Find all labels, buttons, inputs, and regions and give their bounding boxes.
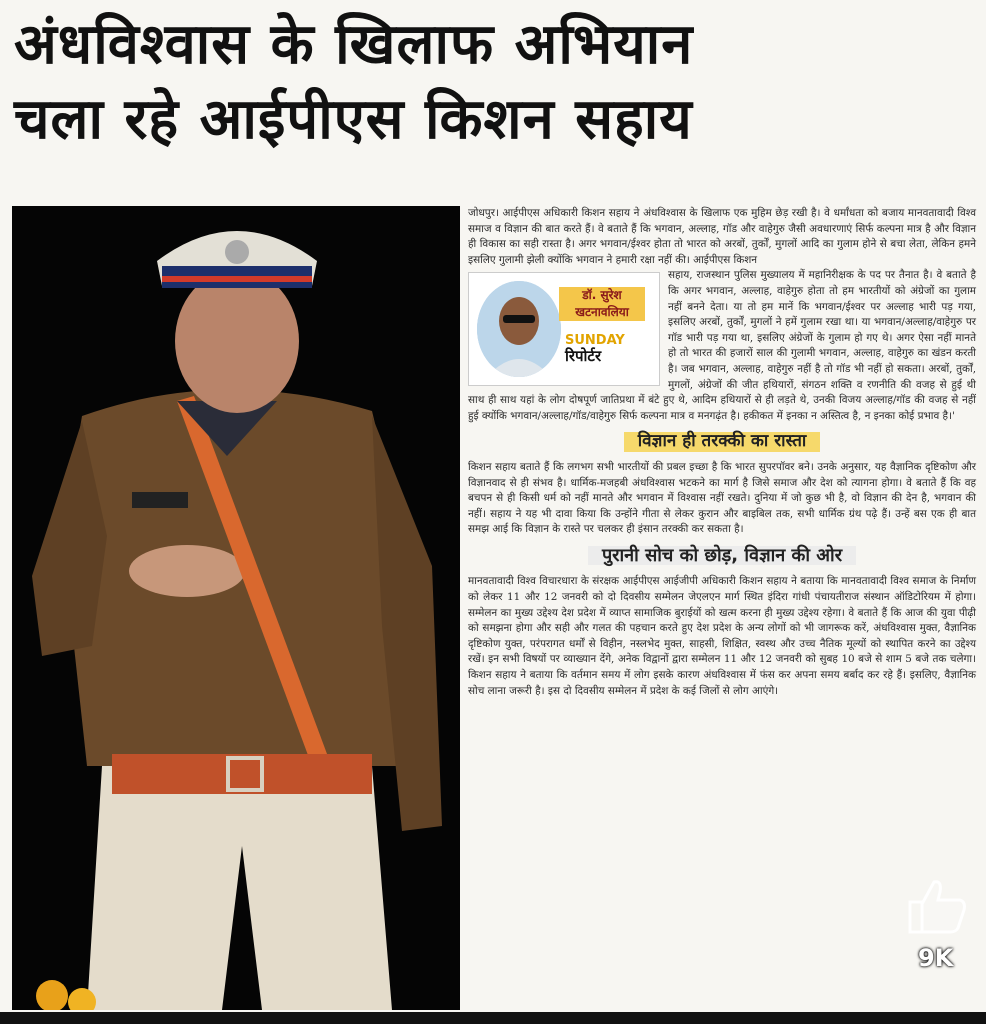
article-paragraph-3: मानवतावादी विश्व विचारधारा के संरक्षक आईपीएस आईजीपी अधिकारी किशन सहाय ने बताया कि मानवतावादी विश्व समाज के निर्माण को लेकर 11 और 12 जनवरी को दो दिवसीय सम्मेलन जेएलएन मार्ग स्थित इंदिरा गांधी पंचायतीराज संस्थान ऑडिटोरियम में होगा। सम्मेलन का मुख्य उद्देश्य देश प्रदेश में व्याप्त सामाजिक बुराईयों को खत्म करना ही मुख्य उद्देश्य रहेगा। वे बताते हैं कि आज की युवा पीढ़ी को समझना होगा और सही और गलत की पहचान करते हुए देश प्रदेश के अन्य लोगों को भी जागरूक करें, अंधविश्वास मुक्त, वैज्ञानिक दृष्टिकोण युक्त, परंपरागत धर्मों से विहीन, नस्लभेद मुक्त, साहसी, शिक्षित, स्वस्थ और उच्च नैतिक मूल्यों को स्थापित करने का उद्देश्य रखें। इन सभी विषयों पर व्याख्यान देंगे, अनेक विद्वानों द्वारा सम्मेलन 11 और 12 जनवरी को सुबह 10 बजे से शाम 5 बजे तक चलेगा। किशन सहाय ने बताया कि वर्तमान समय में लोग इसके कारण अंधविश्वास में फंस कर अपना समय बर्बाद कर रहे हैं। इसलिए, वैज्ञानिक सोच लाना जरूरी है। इस दो दिवसीय सम्मेलन में प्रदेश के कई जिलों से लोग आएंगे।: [468, 575, 976, 697]
headline-line-2: चला रहे आईपीएस किशन सहाय: [14, 87, 693, 152]
bottom-bar: [0, 1012, 986, 1024]
article-paragraph-2: किशन सहाय बताते हैं कि लगभग सभी भारतीयों की प्रबल इच्छा है कि भारत सुपरपॉवर बने। उनके अनुसार, यह वैज्ञानिक दृष्टिकोण और विज्ञानवाद से ही संभव है। धार्मिक-मजहबी अंधविश्वास भटकने का मार्ग है जिसे समाज और देश को त्यागना होगा। वे बताते हैं कि वह बचपन से ही किसी धर्म को नहीं मानते और भगवान में विश्वास नहीं रखते। दुनिया में जो कुछ भी है, वो विज्ञान की देन है, भगवान की नहीं। सहाय ने यह भी दावा किया कि उन्होंने गीता से लेकर कुरान और बाइबिल तक, सभी धार्मिक ग्रंथ पढ़े हैं। उन्हें बस एक ही बात समझ आई कि विज्ञान के रास्ते पर चलकर ही इंसान तरक्की कर सकता है।: [468, 460, 976, 536]
subheading-old-thinking-text: पुरानी सोच को छोड़, विज्ञान की ओर: [588, 546, 856, 566]
reporter-name-line-1: डॉ. सुरेश: [582, 288, 622, 303]
like-count: 9K: [918, 944, 954, 972]
subheading-science-text: विज्ञान ही तरक्की का रास्ता: [624, 432, 821, 452]
article-paragraph-1: सहाय, राजस्थान पुलिस मुख्यालय में महानिरीक्षक के पद पर तैनात है। वे बताते है कि अगर भगवान, अल्लाह, वाहेगुरु होता तो हम भारतीयों को अंग्रेजों का गुलाम नहीं बनने देता। या तो हम मानें कि भगवान/ईश्वर पर अल्लाह भारी पड़ गया, इसलिए अरबों, तुर्कों, मुगलों ने हमें गुलाम रखा था। या भगवान/अल्लाह/वाहेगुरु पर गॉड भारी पड़ गया था, इसलिए अंग्रेजों के गुलाम हो गए थे। अगर ऐसा नहीं मानते हो तो भारत की हजारों साल की गुलामी भगवान, अल्लाह, वाहेगुरु का खंडन करती है। जब भगवान, अल्लाह, वाहेगुरु नहीं है तो गॉड भी नहीं हो सकता। अरबों, तुर्कों, मुगलों, अंग्रेजों की जीत हथियारों, संगठन शक्ति व रणनीति की वजह से हुई थी साथ ही साथ यहां के लोग दोषपूर्ण जातिप्रथा में बंटे हुए थे, आदिम हथियारों से ही लड़ते थे, उनकी विजय अल्लाह/गॉड की वजह से नहीं हुई क्योंकि भगवान/अल्लाह/गॉड/वाहेगुरु सिर्फ कल्पना मात्र व मनगढ़ंत है। हकीकत में इनका न अस्तित्व है, न इनका कोई प्रभाव है।': [468, 269, 976, 422]
headline-line-1: अंधविश्वास के खिलाफ अभियान: [14, 12, 694, 77]
sunday-label: SUNDAY: [565, 333, 625, 349]
article-paragraph-intro: जोधपुर। आईपीएस अधिकारी किशन सहाय ने अंधविश्वास के खिलाफ एक मुहिम छेड़ रखी है। वे धर्मांधता को बजाय मानवतावादी विश्व समाज व विज्ञान की बात करते हैं। वे बताते हैं कि भगवान, अल्लाह, गॉड और वाहेगुरु जैसी अवधारणाएं सिर्फ कल्पना मात्र है और विज्ञान ही विकास का सही रास्ता है। अगर भगवान/ईश्वर होता तो भारत को अरबों, तुर्कों, मुगलों आदि का गुलाम होने से बचा लेता, लेकिन हमने इसलिए गुलामी झेली क्योंकि भगवान ने हमारी रक्षा नहीं की। आईपीएस किशन: [468, 207, 976, 266]
reporter-label: रिपोर्टर: [565, 347, 602, 366]
reporter-photo: [477, 281, 561, 377]
article-body: [468, 206, 976, 699]
reporter-name-line-2: खटनावलिया: [575, 305, 629, 320]
subheading-science: [468, 432, 976, 452]
subheading-old-thinking: [468, 546, 976, 567]
like-thumb-icon[interactable]: [904, 876, 970, 936]
reporter-byline: [468, 272, 660, 386]
reporter-name: [559, 287, 645, 321]
officer-photo: [12, 206, 460, 1010]
headline: [14, 6, 974, 156]
